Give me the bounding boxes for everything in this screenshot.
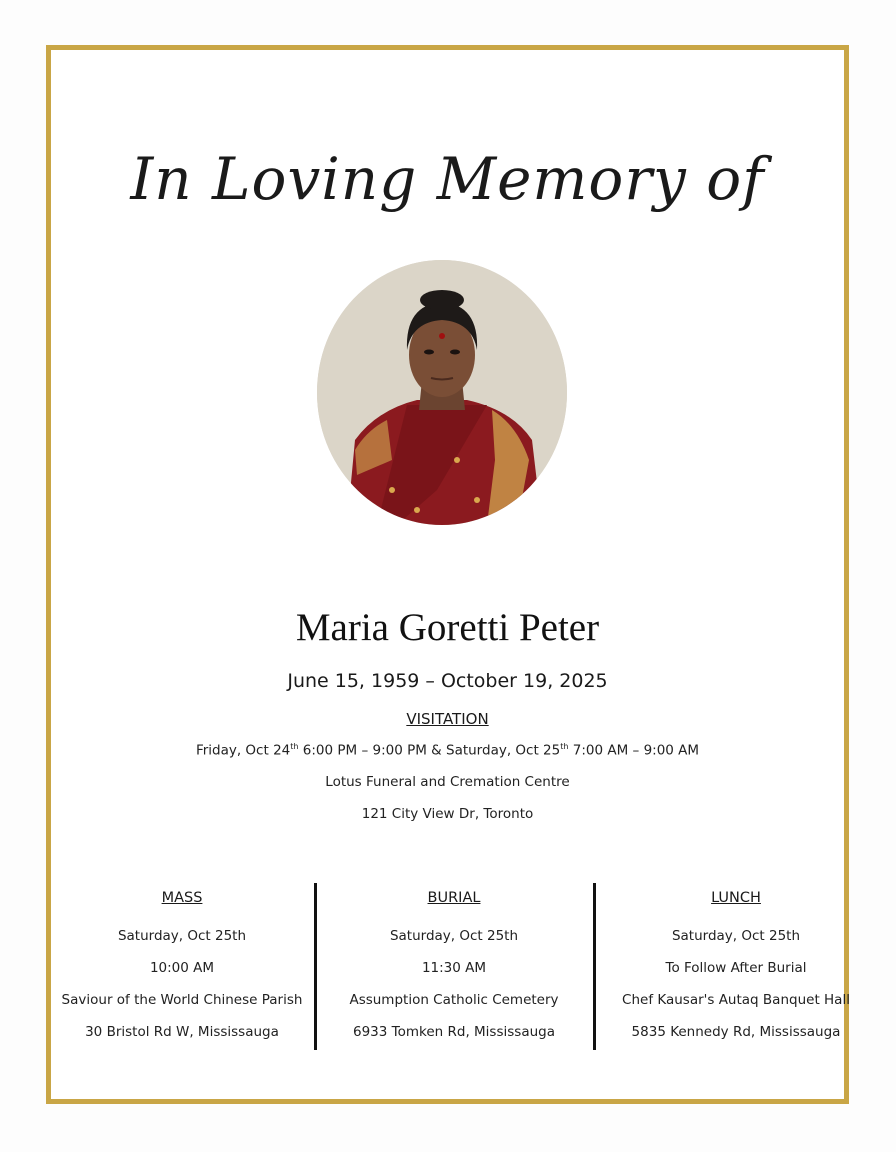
visitation-venue: Lotus Funeral and Cremation Centre	[325, 774, 570, 790]
memorial-heading: In Loving Memory of	[130, 145, 765, 213]
burial-time: 11:30 AM	[421, 960, 487, 976]
visitation-times	[51, 742, 844, 759]
lunch-column	[611, 890, 861, 1048]
portrait-photo	[317, 260, 567, 525]
mass-column	[57, 890, 307, 1048]
column-divider	[593, 883, 596, 1050]
burial-date: Saturday, Oct 25th	[389, 928, 519, 944]
mass-address: 30 Bristol Rd W, Mississauga	[85, 1024, 279, 1040]
burial-column	[329, 890, 579, 1048]
column-divider	[314, 883, 317, 1050]
mass-date: Saturday, Oct 25th	[117, 928, 247, 944]
gold-frame	[46, 45, 849, 1104]
visitation-time2: 7:00 AM – 9:00 AM	[568, 742, 700, 759]
visitation-time1: 6:00 PM – 9:00 PM & Saturday, Oct 25	[298, 742, 561, 759]
burial-address: 6933 Tomken Rd, Mississauga	[353, 1024, 555, 1040]
visitation-address: 121 City View Dr, Toronto	[361, 806, 534, 822]
deceased-name: Maria Goretti Peter	[295, 606, 600, 649]
lunch-title: LUNCH	[711, 890, 761, 906]
visitation-title: VISITATION	[406, 710, 489, 728]
visitation-day1: Friday, Oct 24	[195, 742, 291, 759]
burial-venue: Assumption Catholic Cemetery	[349, 992, 559, 1008]
visitation-day2-suffix: th	[560, 742, 569, 751]
lunch-address: 5835 Kennedy Rd, Mississauga	[631, 1024, 841, 1040]
burial-title: BURIAL	[427, 890, 481, 906]
mass-time: 10:00 AM	[149, 960, 215, 976]
lunch-venue: Chef Kausar's Autaq Banquet Hall	[622, 992, 850, 1008]
mass-venue: Saviour of the World Chinese Parish	[61, 992, 303, 1008]
visitation-day1-suffix: th	[290, 742, 299, 751]
mass-title: MASS	[161, 890, 203, 906]
life-dates: June 15, 1959 – October 19, 2025	[287, 670, 608, 692]
lunch-time: To Follow After Burial	[665, 960, 807, 976]
portrait-illustration	[317, 260, 567, 525]
lunch-date: Saturday, Oct 25th	[671, 928, 801, 944]
